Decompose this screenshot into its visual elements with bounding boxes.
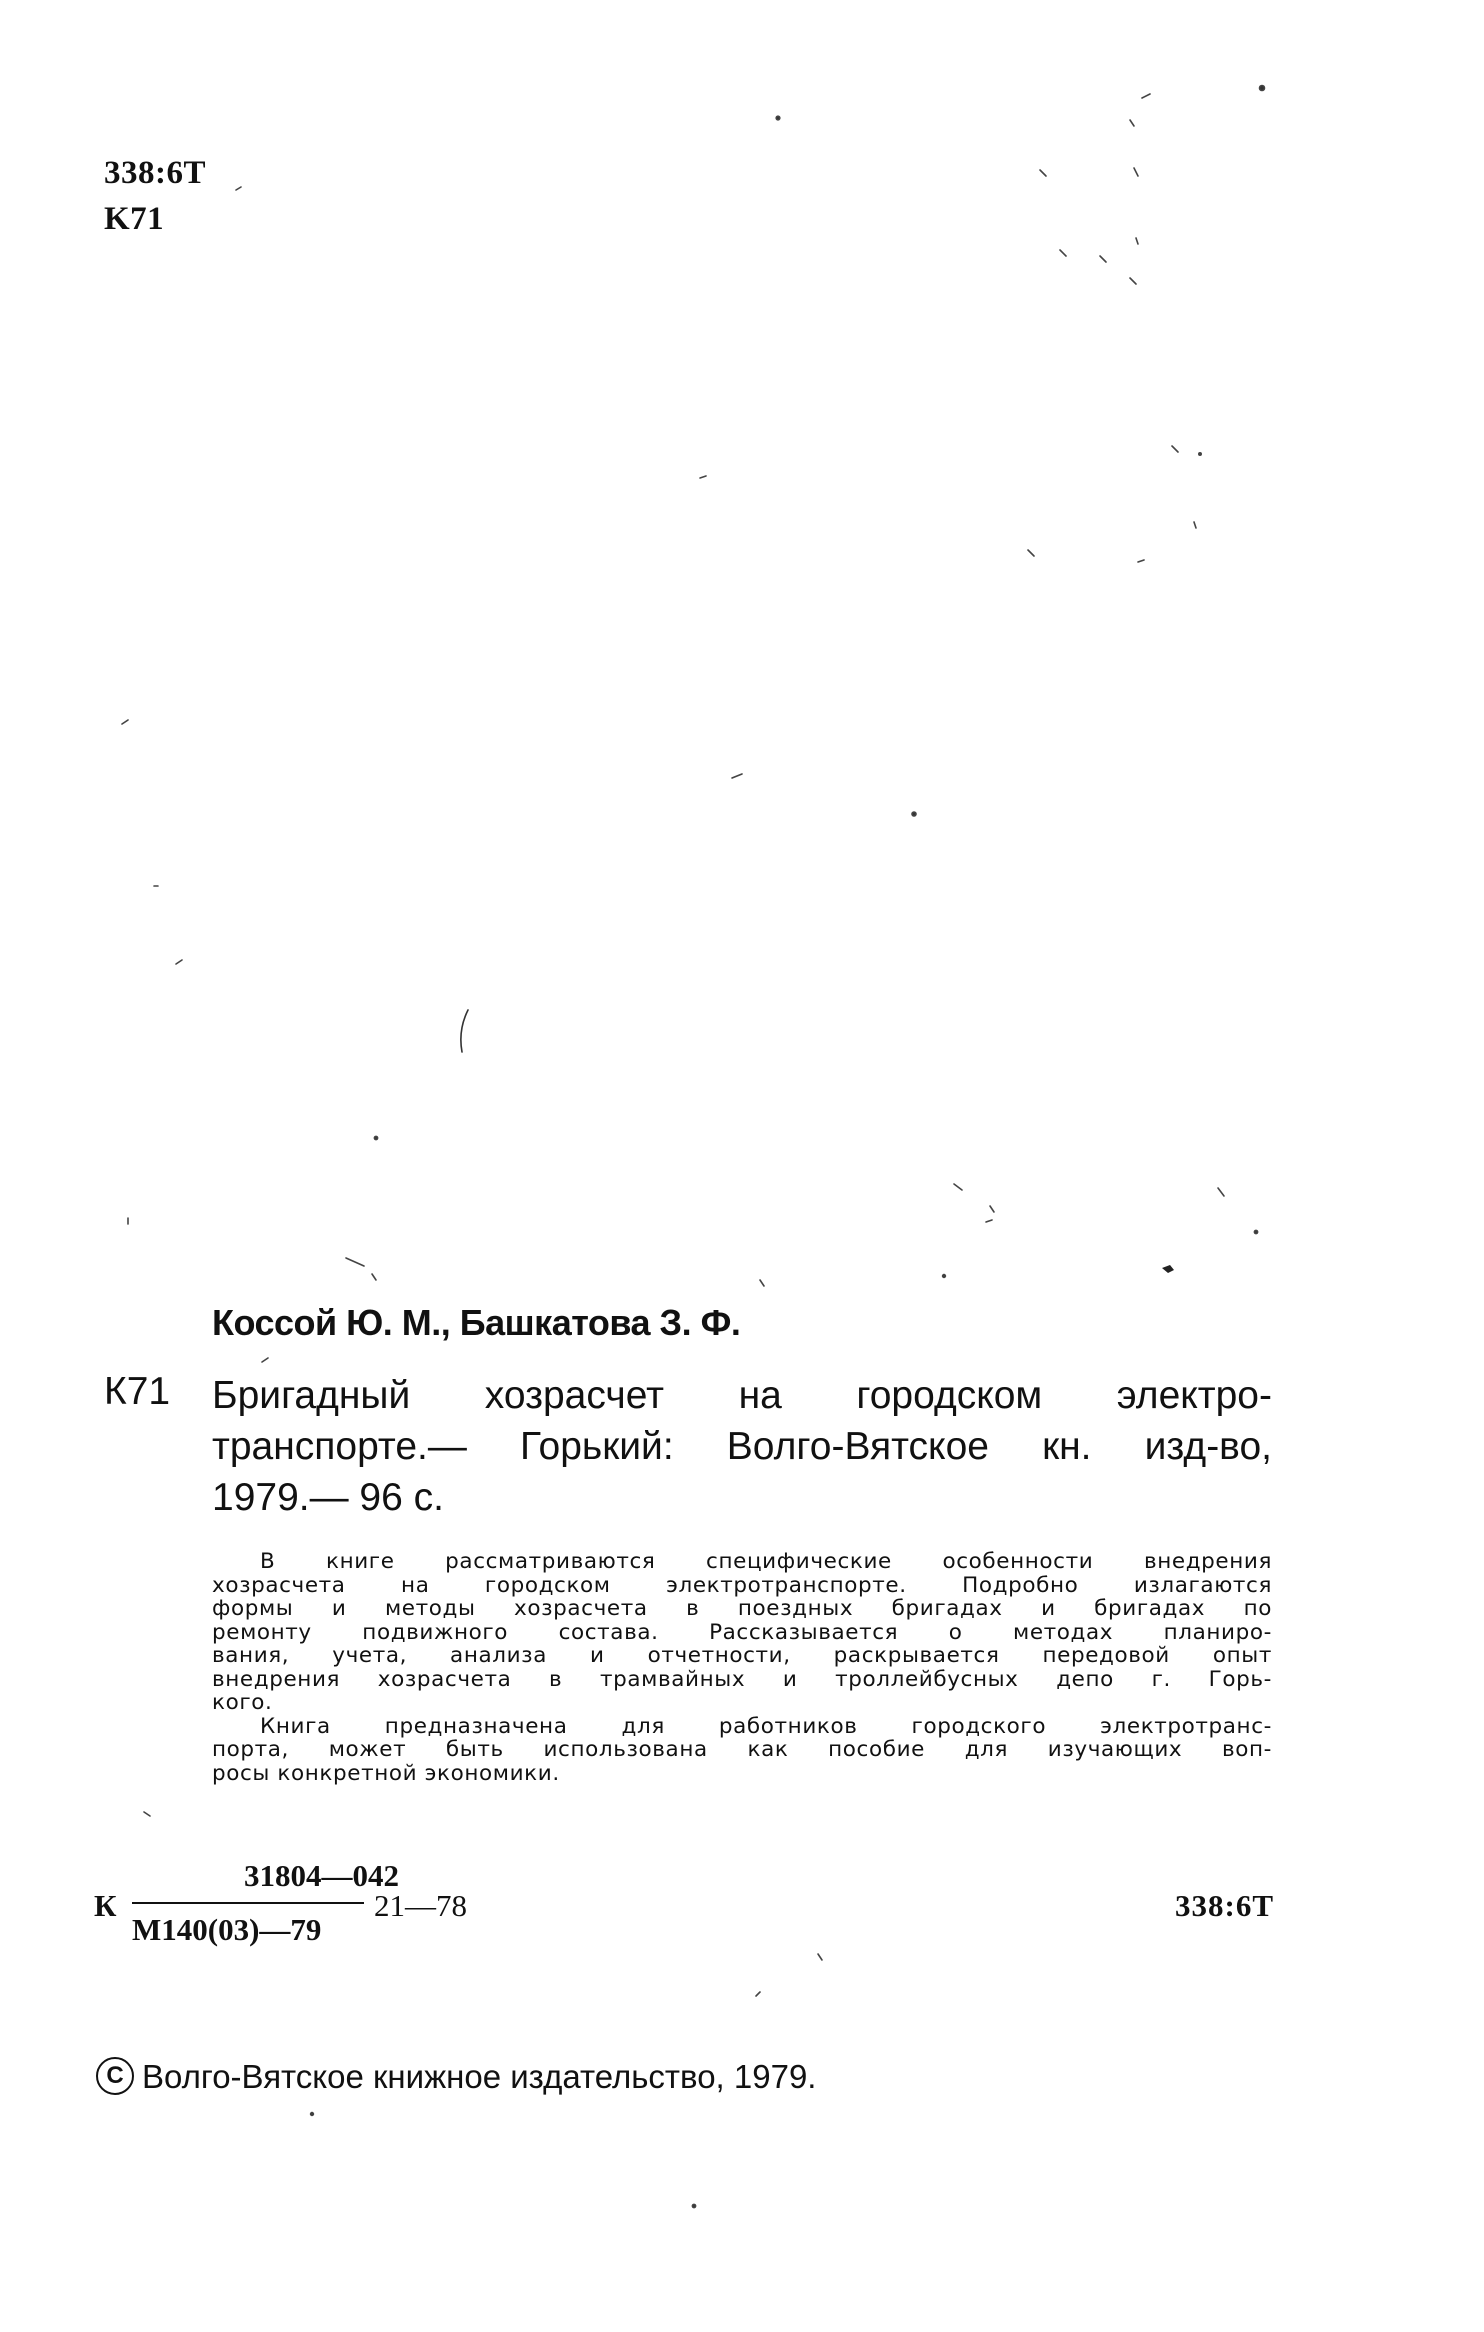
copyright-line [96, 2058, 816, 2098]
copyright-icon: C [96, 2057, 134, 2095]
bibliographic-description [212, 1370, 1272, 1523]
catalog-numerator: 31804—042 [244, 1858, 399, 1893]
classification-code: 338:6T [104, 155, 206, 191]
abstract-line: порта, может быть использована как пособие для изучающих воп- [212, 1737, 1272, 1762]
classification-block [104, 150, 206, 242]
catalog-denominator: М140(03)—79 [132, 1912, 322, 1947]
classification-code-right: 338:6T [1175, 1888, 1274, 1923]
abstract-line: ремонту подвижного состава. Рассказывается о методах планиро- [212, 1619, 1272, 1645]
author-mark: K71 [104, 201, 165, 237]
abstract-line: вания, учета, анализа и отчетности, раскрывается передовой опыт [212, 1643, 1272, 1668]
catalog-k-letter: К [94, 1888, 117, 1923]
title-line-2: транспорте.— Горький: Волго-Вятское кн. изд-во, [212, 1425, 1272, 1468]
title-line-3: 1979.— 96 с. [212, 1476, 444, 1519]
fraction-bar [132, 1902, 364, 1904]
catalog-index-block [94, 1858, 1274, 1968]
abstract-line: В книге рассматриваются специфические особенности внедрения [260, 1549, 1272, 1574]
title-line-1: Бригадный хозрасчет на городском электро- [212, 1374, 1272, 1417]
copyright-text: Волго-Вятское книжное издательство, 1979. [142, 2058, 817, 2095]
abstract-line: росы конкретной экономики. [212, 1760, 560, 1786]
abstract-line: кого. [212, 1690, 273, 1715]
abstract-line: Книга предназначена для работников городского электротранс- [260, 1713, 1272, 1739]
abstract [212, 1550, 1272, 1785]
entry-index: К71 [104, 1370, 171, 1413]
authors-line: Коссой Ю. М., Башкатова З. Ф. [212, 1302, 741, 1343]
abstract-line: формы и методы хозрасчета в поездных бригадах и бригадах по [212, 1596, 1272, 1621]
abstract-line: хозрасчета на городском электротранспорте. Подробно излагаются [212, 1572, 1272, 1598]
catalog-number: 21—78 [374, 1888, 467, 1923]
abstract-line: внедрения хозрасчета в трамвайных и троллейбусных депо г. Горь- [212, 1666, 1272, 1692]
